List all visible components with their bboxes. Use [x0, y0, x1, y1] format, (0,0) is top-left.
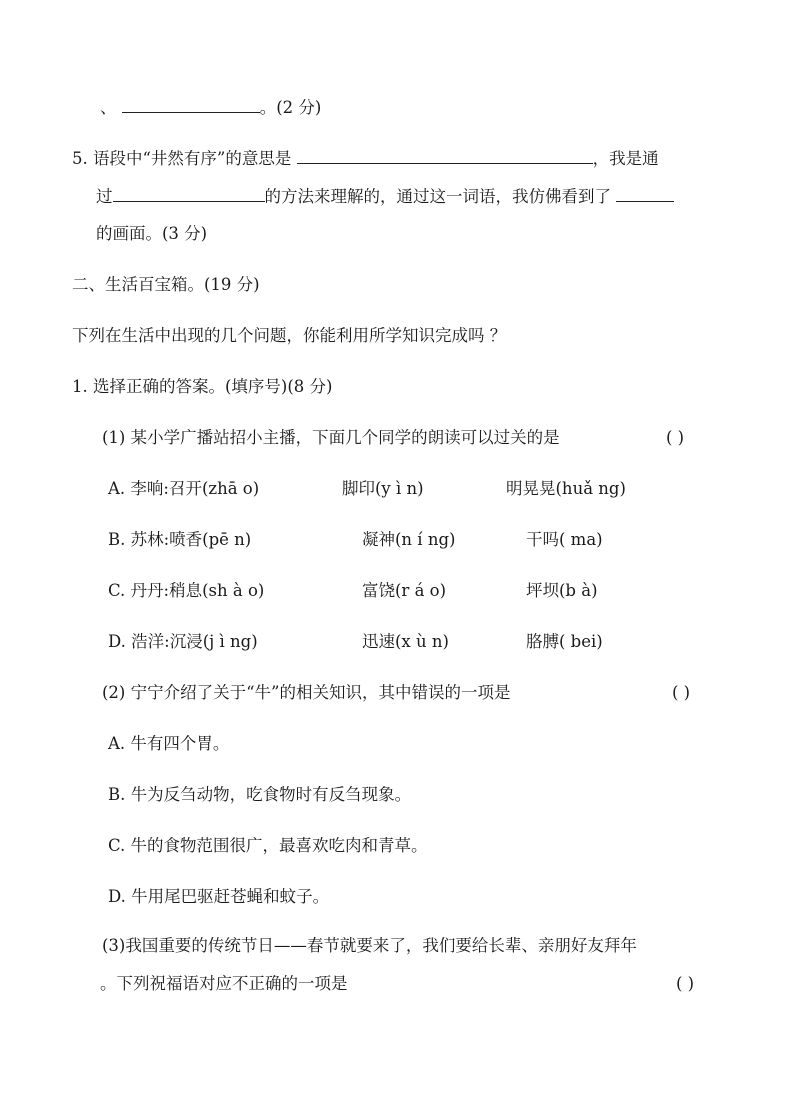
q4-tail-line — [100, 96, 321, 119]
sub3-line-1: (3)我国重要的传统节日——春节就要来了，我们要给长辈、亲朋好友拜年 — [102, 936, 637, 955]
sub1-option-c-1: C. 丹丹:稍息(sh à o) — [108, 581, 265, 600]
sub2-stem: (2) 宁宁介绍了关于“牛”的相关知识，其中错误的一项是 — [102, 683, 511, 702]
q5-line2-pre: 过 — [96, 187, 113, 206]
sub1-option-c-3: 坪坝(b à) — [526, 581, 598, 600]
q5-scene-blank[interactable] — [616, 185, 674, 202]
q5-line2-mid: 的方法来理解的，通过这一词语，我仿佛看到了 — [264, 187, 611, 206]
q5-line-3: 的画面。(3 分) — [96, 224, 208, 243]
q5-line1-tail: ，我是通 — [592, 149, 659, 168]
sub1-option-a-3: 明晃晃(huǎ ng) — [506, 479, 626, 498]
q4-tail-prefix: 、 — [100, 98, 117, 117]
sub2-option-a: A. 牛有四个胃。 — [108, 734, 230, 753]
sub1-answer-paren[interactable]: ( ) — [666, 428, 685, 447]
sub2-answer-paren[interactable]: ( ) — [672, 683, 691, 702]
sub2-option-b: B. 牛为反刍动物，吃食物时有反刍现象。 — [108, 785, 412, 804]
sub1-option-d-2: 迅速(x ù n) — [362, 632, 449, 651]
q5-line-2 — [96, 185, 674, 208]
sub1-option-d-1: D. 浩洋:沉浸(j ì ng) — [108, 632, 258, 651]
q5-stem: 5. 语段中“井然有序”的意思是 — [72, 149, 292, 168]
section2-title: 二、生活百宝箱。(19 分) — [72, 275, 260, 294]
sub1-option-a-1: A. 李响:召开(zhā o) — [108, 479, 260, 498]
sub2-option-c: C. 牛的食物范围很广，最喜欢吃肉和青草。 — [108, 836, 428, 855]
sub1-option-b-3: 干吗( ma) — [526, 530, 603, 549]
q5-method-blank[interactable] — [113, 185, 265, 202]
q5-line-1 — [72, 147, 659, 170]
sub1-option-a-2: 脚印(y ì n) — [342, 479, 424, 498]
sub1-option-c-2: 富饶(r á o) — [362, 581, 447, 600]
q1-title: 1. 选择正确的答案。(填序号)(8 分) — [72, 377, 333, 396]
q4-answer-blank[interactable] — [122, 96, 260, 113]
q5-meaning-blank[interactable] — [297, 147, 593, 164]
sub2-option-d: D. 牛用尾巴驱赶苍蝇和蚊子。 — [108, 887, 330, 906]
sub1-option-b-1: B. 苏林:喷香(pē n) — [108, 530, 252, 549]
sub1-stem: (1) 某小学广播站招小主播，下面几个同学的朗读可以过关的是 — [102, 428, 560, 447]
q4-tail-score: 。(2 分) — [259, 98, 322, 117]
sub1-option-d-3: 胳膊( bei) — [526, 632, 603, 651]
section2-intro: 下列在生活中出现的几个问题，你能利用所学知识完成吗 ？ — [72, 326, 507, 345]
sub3-answer-paren[interactable]: ( ) — [676, 974, 695, 993]
sub1-option-b-2: 凝神(n í ng) — [362, 530, 456, 549]
sub3-line-2: 。下列祝福语对应不正确的一项是 — [100, 974, 348, 993]
